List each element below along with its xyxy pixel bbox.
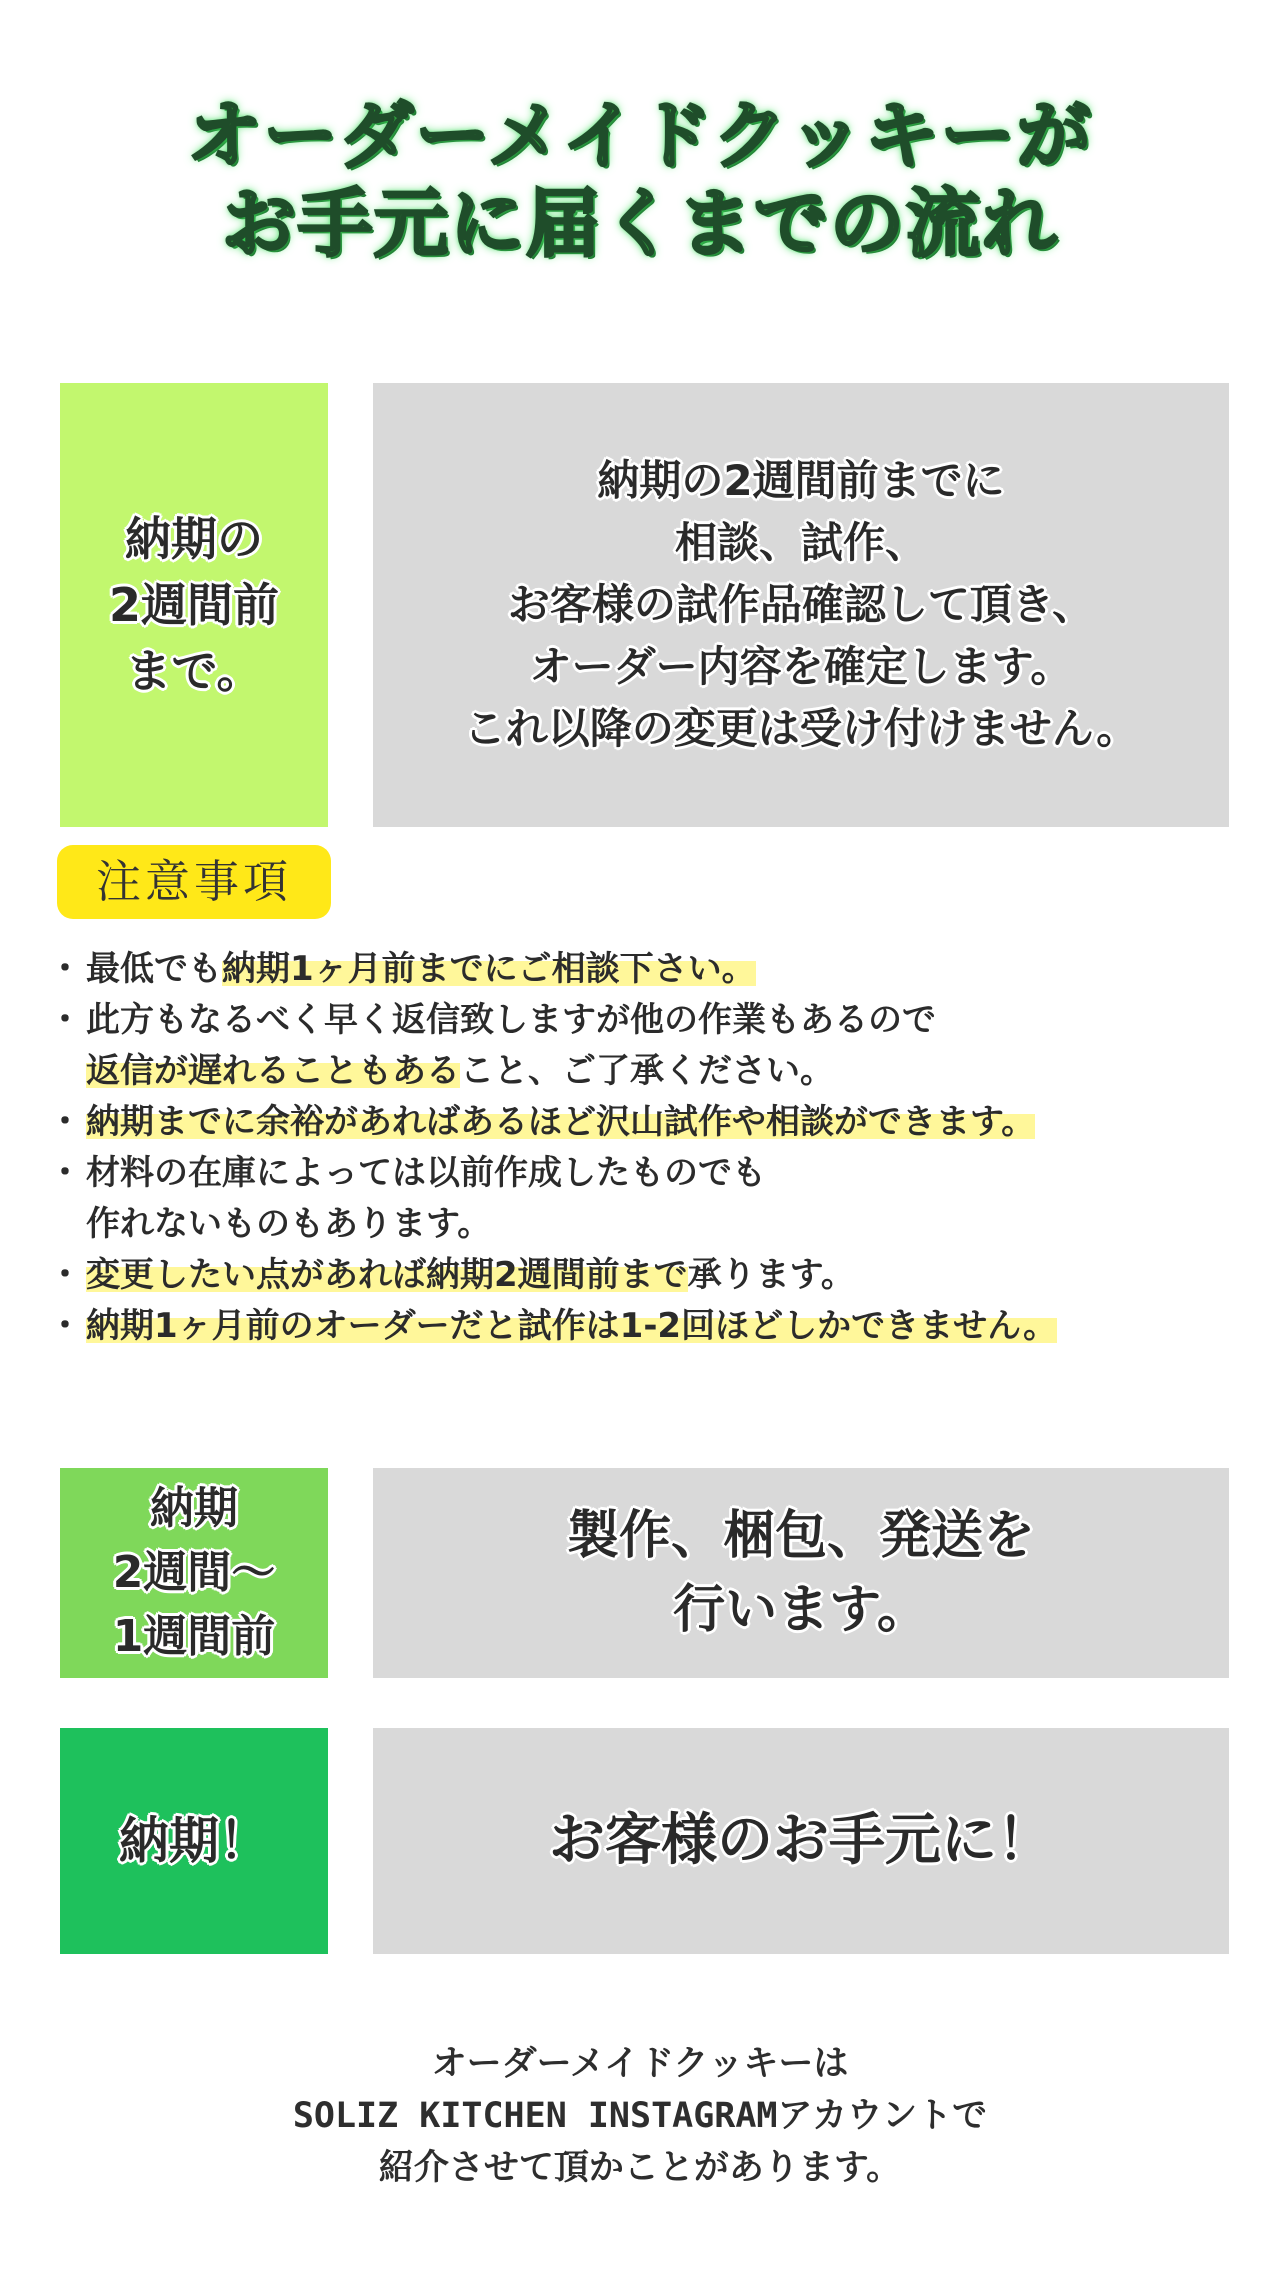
note-text: こと、ご了承ください。 xyxy=(460,1051,834,1091)
note-text: 作れないものもあります。 xyxy=(86,1204,492,1244)
step-2-label-line: 納期 xyxy=(150,1483,238,1534)
note-highlighted-text: 返信が遅れることもある xyxy=(86,1051,460,1091)
step-1-body-line: オーダー内容を確定します。 xyxy=(529,642,1073,691)
step-3-deadline-label: 納期！ xyxy=(60,1728,328,1954)
step-1-body-line: 納期の2週間前までに xyxy=(597,456,1005,505)
note-item xyxy=(54,944,1254,995)
note-item xyxy=(54,1097,1254,1148)
footer-line: 紹介させて頂かことがあります。 xyxy=(378,2148,902,2188)
note-highlighted-text: 納期1ヶ月前までにご相談下さい。 xyxy=(222,949,756,989)
note-item xyxy=(54,1250,1254,1301)
step-2-description xyxy=(373,1468,1229,1678)
notes-heading-badge: 注意事項 xyxy=(57,845,331,919)
step-1-deadline-label xyxy=(60,383,328,827)
step-1-description xyxy=(373,383,1229,827)
step-2-body-line: 行います。 xyxy=(673,1580,929,1640)
footer-line: オーダーメイドクッキーは xyxy=(431,2044,849,2084)
note-text: ・ 此方もなるべく早く返信致しますが他の作業もあるので xyxy=(86,1000,936,1040)
note-highlighted-text: 納期1ヶ月前のオーダーだと試作は1-2回ほどしかできません。 xyxy=(86,1306,1058,1346)
footer-line: SOLIZ KITCHEN INSTAGRAMアカウントで xyxy=(292,2096,988,2136)
step-2-body-line: 製作、梱包、発送を xyxy=(566,1506,1035,1566)
page-title-line-2: お手元に届くまでの流れ xyxy=(222,181,1058,267)
footer-note xyxy=(0,2038,1280,2194)
note-highlighted-text: 変更したい点があれば納期2週間前まで xyxy=(86,1255,688,1295)
step-1-body-line: お客様の試作品確認して頂き、 xyxy=(507,580,1095,629)
note-item xyxy=(54,1148,1254,1250)
step-1-label-line: 2週間前 xyxy=(108,578,279,632)
note-highlighted-text: 納期までに余裕があればあるほど沢山試作や相談ができます。 xyxy=(86,1102,1036,1142)
step-2-label-line: 1週間前 xyxy=(112,1611,276,1662)
note-text: 承ります。 xyxy=(687,1255,855,1295)
step-1-label-line: まで。 xyxy=(125,644,263,698)
step-1-body-line: これ以降の変更は受け付けません。 xyxy=(463,704,1139,753)
step-2-deadline-label xyxy=(60,1468,328,1678)
step-2-label-line: 2週間〜 xyxy=(112,1547,276,1598)
step-1-body-line: 相談、試作、 xyxy=(674,518,927,567)
page-title xyxy=(0,92,1280,268)
step-1-label-line: 納期の xyxy=(124,512,263,566)
note-item xyxy=(54,995,1254,1097)
note-text: ・ 材料の在庫によっては以前作成したものでも xyxy=(86,1153,766,1193)
page-title-line-1: オーダーメイドクッキーが xyxy=(187,93,1093,179)
notes-list xyxy=(54,944,1254,1352)
note-text: 最低でも xyxy=(86,949,222,989)
step-3-description: お客様のお手元に！ xyxy=(373,1728,1229,1954)
note-item xyxy=(54,1301,1254,1352)
